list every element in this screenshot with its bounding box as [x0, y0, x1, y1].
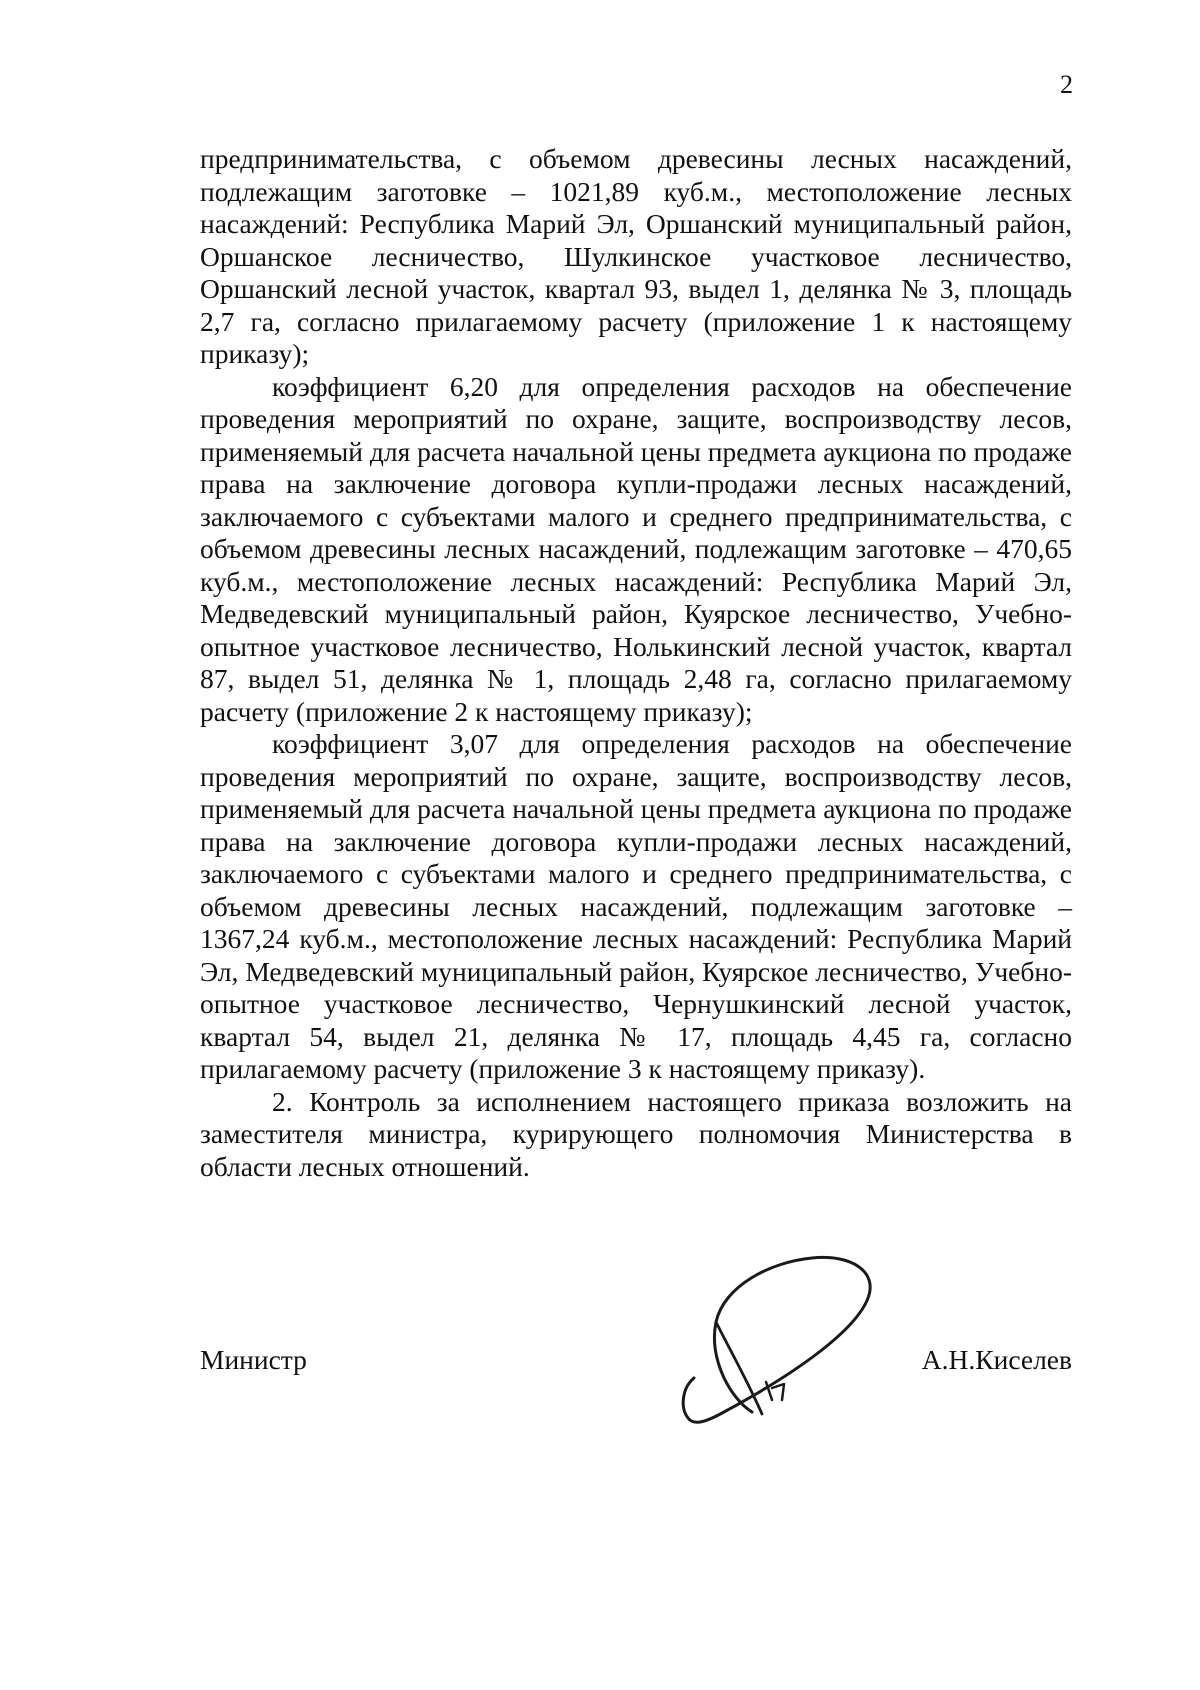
signature-block	[200, 1344, 1072, 1384]
document-body	[200, 143, 1072, 1183]
paragraph-coefficient-3-07: коэффициент 3,07 для определения расходов на обеспечение проведения мероприятий по охране, защите, воспроизводству лесов, применяемый для расчета начальной цены предмета аукциона по продаже права на заключение договора купли-продажи лесных насаждений, заключаемого с субъектами малого и среднего предпринимательства, с объемом древесины лесных насаждений, подлежащим заготовке – 1367,24 куб.м., местоположение лесных насаждений: Республика Марий Эл, Медведевский муниципальный район, Куярское лесничество, Учебно-опытное участковое лесничество, Чернушкинский лесной участок, квартал 54, выдел 21, делянка № 17, площадь 4,45 га, согласно прилагаемому расчету (приложение 3 к настоящему приказу).	[200, 728, 1072, 1084]
signature-loop-stroke	[683, 1257, 870, 1422]
paragraph-coefficient-6-20: коэффициент 6,20 для определения расходов на обеспечение проведения мероприятий по охране, защите, воспроизводству лесов, применяемый для расчета начальной цены предмета аукциона по продаже права на заключение договора купли-продажи лесных насаждений, заключаемого с субъектами малого и среднего предпринимательства, с объемом древесины лесных насаждений, подлежащим заготовке – 470,65 куб.м., местоположение лесных насаждений: Республика Марий Эл, Медведевский муниципальный район, Куярское лесничество, Учебно-опытное участковое лесничество, Нолькинский лесной участок, квартал 87, выдел 51, делянка № 1, площадь 2,48 га, согласно прилагаемому расчету (приложение 2 к настоящему приказу);	[200, 370, 1072, 727]
handwritten-signature	[680, 1250, 920, 1435]
signer-title: Министр	[200, 1344, 307, 1375]
paragraph-control-clause: 2. Контроль за исполнением настоящего приказа возложить на заместителя министра, курирующего полномочия Министерства в области лесных отношений.	[200, 1085, 1072, 1182]
signer-name: А.Н.Киселев	[921, 1344, 1072, 1375]
paragraph-continuation: предпринимательства, с объемом древесины лесных насаждений, подлежащим заготовке – 1021,89 куб.м., местоположение лесных насаждений: Республика Марий Эл, Оршанский муниципальный район, Оршанское лесничество, Шулкинское участковое лесничество, Оршанский лесной участок, квартал 93, выдел 1, делянка № 3, площадь 2,7 га, согласно прилагаемому расчету (приложение 1 к настоящему приказу);	[200, 143, 1072, 369]
page-number: 2	[1060, 70, 1073, 99]
